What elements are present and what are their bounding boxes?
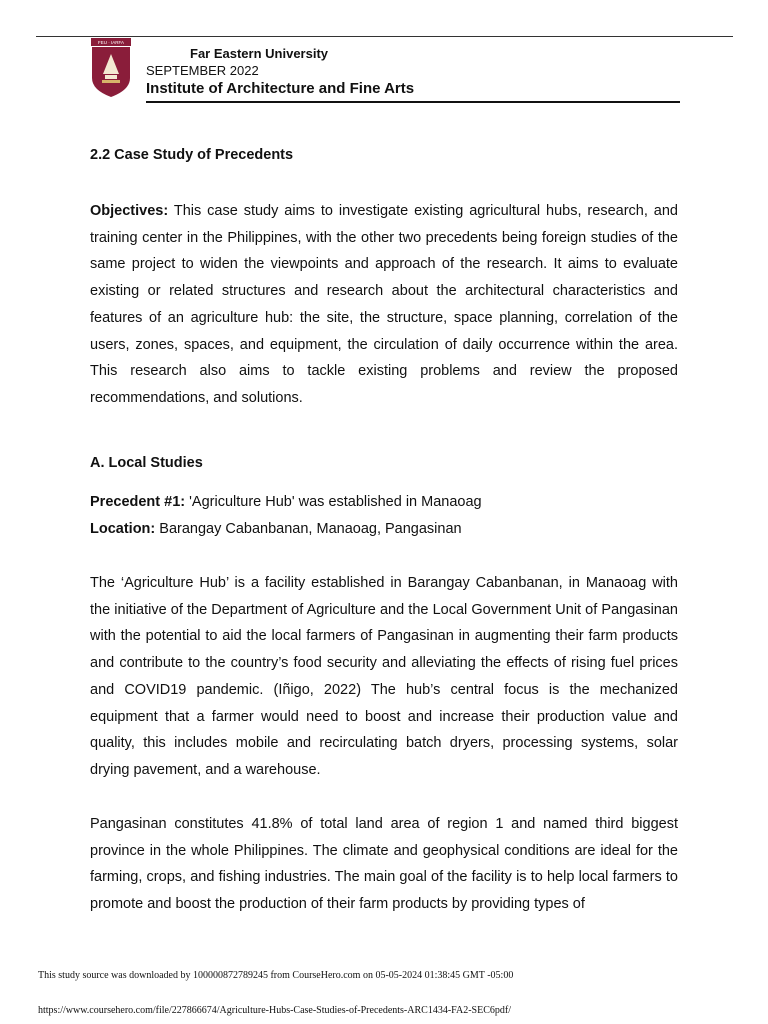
paragraph-agriculture-hub (90, 570, 678, 784)
location-text: Barangay Cabanbanan, Manaoag, Pangasinan (155, 521, 462, 537)
university-name: Far Eastern University (190, 46, 329, 61)
local-studies-title: A. Local Studies (90, 455, 203, 471)
feu-shield-logo-icon (91, 38, 131, 98)
top-rule (36, 36, 733, 37)
objectives-text: This case study aims to investigate existing agricultural hubs, research, and training center in the Philippines, with the other two precedents being foreign studies of the same project to widen the viewpoints and approach of the research. It aims to evaluate existing or related structures and research about the architectural characteristics and features of an agriculture hub: the site, the structure, space planning, correlation of the users, zones, spaces, and equipment, the circulation of daily occurrence within the area. This research also aims to tackle existing problems and review the proposed recommendations, and solutions. (90, 203, 678, 406)
objectives-label: Objectives: (90, 203, 169, 219)
source-url-link[interactable]: https://www.coursehero.com/file/227866674/Agriculture-Hubs-Case-Studies-of-Precedents-ARC1434-FA2-SEC6pdf/ (38, 1005, 511, 1016)
download-notice: This study source was downloaded by 100000872789245 from CourseHero.com on 05-05-2024 01:38:45 GMT -05:00 (38, 970, 514, 981)
location-label: Location: (90, 521, 156, 537)
document-date: SEPTEMBER 2022 (146, 63, 259, 78)
header-rule (146, 101, 680, 103)
paragraph-1-text: The ‘Agriculture Hub’ is a facility established in Barangay Cabanbanan, in Manaoag with the initiative of the Department of Agriculture and the Local Government Unit of Pangasinan with the potential to aid the local farmers of Pangasinan in augmenting their farm products and contribute to the country’s food security and alleviating the effects of rising fuel prices and COVID19 pandemic. (Iñigo, 2022) The hub’s central focus is the mechanized equipment that a farmer would need to boost and increase their production value and quality, this includes mobile and recirculating batch dryers, processing systems, solar drying pavement, and a warehouse. (90, 575, 678, 778)
institute-name: Institute of Architecture and Fine Arts (146, 80, 415, 97)
paragraph-2-text: Pangasinan constitutes 41.8% of total land area of region 1 and named third biggest province in the whole Philippines. The climate and geophysical conditions are ideal for the farming, crops, and fishing industries. The main goal of the facility is to help local farmers to promote and boost the production of their farm products by providing types of (90, 816, 678, 913)
precedent-line (90, 494, 482, 510)
svg-text:FEU · IARFA: FEU · IARFA (97, 40, 125, 45)
precedent-label: Precedent #1: (90, 494, 186, 510)
section-title: 2.2 Case Study of Precedents (90, 147, 294, 163)
objectives-paragraph (90, 198, 678, 412)
precedent-text: 'Agriculture Hub' was established in Manaoag (185, 494, 482, 510)
paragraph-pangasinan (90, 811, 678, 918)
location-line (90, 521, 462, 537)
